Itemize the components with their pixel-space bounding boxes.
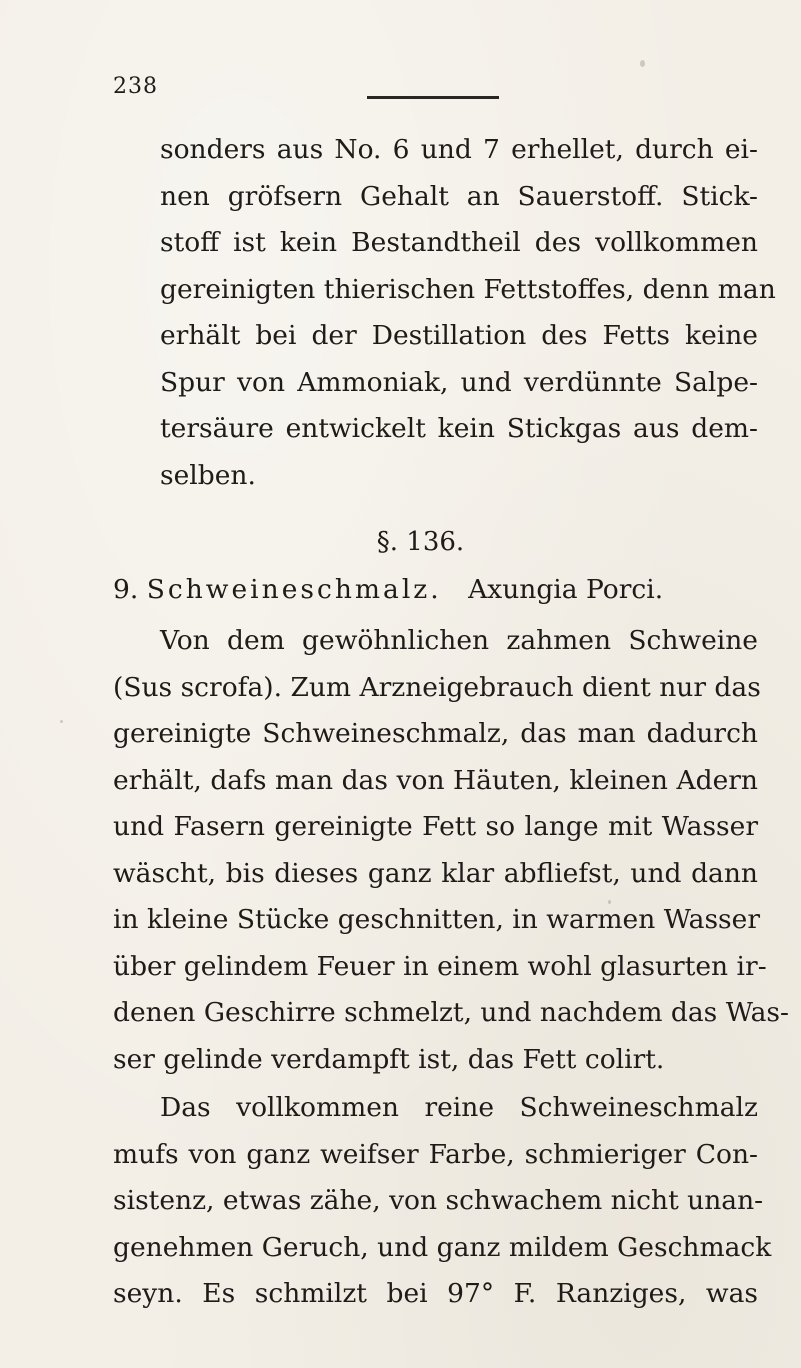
text-line: gereinigten thierischen Fettstoffes, denn man bbox=[160, 273, 776, 305]
paragraph-description bbox=[113, 618, 789, 1083]
text-line: sonders aus No. 6 und 7 erhellet, durch ei- bbox=[160, 134, 758, 165]
paper-speck bbox=[60, 720, 63, 723]
paper-speck bbox=[585, 430, 589, 435]
section-latin-name: Axungia Porci. bbox=[468, 574, 664, 605]
text-line: in kleine Stücke geschnitten, in warmen Wasser bbox=[113, 904, 760, 935]
paragraph-continued bbox=[160, 127, 776, 499]
text-line: denen Geschirre schmelzt, und nachdem das Was- bbox=[113, 997, 789, 1028]
text-line: ser gelinde verdampft ist, das Fett colirt. bbox=[113, 1043, 665, 1075]
text-line: mufs von ganz weifser Farbe, schmieriger Con- bbox=[113, 1138, 758, 1170]
text-line: stoff ist kein Bestandtheil des vollkommen bbox=[160, 227, 758, 258]
text-line: tersäure entwickelt kein Stickgas aus dem- bbox=[160, 413, 758, 444]
header-rule bbox=[367, 96, 499, 99]
text-line: wäscht, bis dieses ganz klar abfliefst, und dann bbox=[113, 857, 758, 889]
section-number: §. 136. bbox=[376, 527, 465, 557]
text-line: Das vollkommen reine Schweineschmalz bbox=[160, 1092, 758, 1123]
paper-speck bbox=[640, 60, 645, 67]
text-line: gereinigte Schweineschmalz, das man dadurch bbox=[113, 718, 758, 749]
section-title: Schweineschmalz. bbox=[146, 574, 442, 605]
text-line: sistenz, etwas zähe, von schwachem nicht unan- bbox=[113, 1185, 764, 1216]
text-line: seyn. Es schmilzt bei 97° F. Ranziges, was bbox=[113, 1278, 758, 1309]
paragraph-properties bbox=[113, 1085, 772, 1318]
text-line: über gelindem Feuer in einem wohl glasurten ir- bbox=[113, 950, 767, 982]
paper-speck bbox=[608, 900, 611, 904]
section-title-number: 9. bbox=[113, 574, 139, 605]
text-line: Spur von Ammoniak, und verdünnte Salpe- bbox=[160, 366, 758, 398]
text-line: genehmen Geruch, und ganz mildem Geschmack bbox=[113, 1231, 772, 1263]
text-line: selben. bbox=[160, 459, 256, 491]
section-heading bbox=[113, 574, 758, 605]
text-line: Von dem gewöhnlichen zahmen Schweine bbox=[160, 625, 758, 656]
page-number: 238 bbox=[113, 74, 158, 99]
text-line: und Fasern gereinigte Fett so lange mit Wasser bbox=[113, 811, 758, 842]
text-line: erhält, dafs man das von Häuten, kleinen Adern bbox=[113, 764, 758, 796]
text-line: nen gröfsern Gehalt an Sauerstoff. Stick- bbox=[160, 180, 758, 212]
text-line: erhält bei der Destillation des Fetts keine bbox=[160, 320, 758, 351]
text-line: (Sus scrofa). Zum Arzneigebrauch dient nur das bbox=[113, 671, 761, 703]
